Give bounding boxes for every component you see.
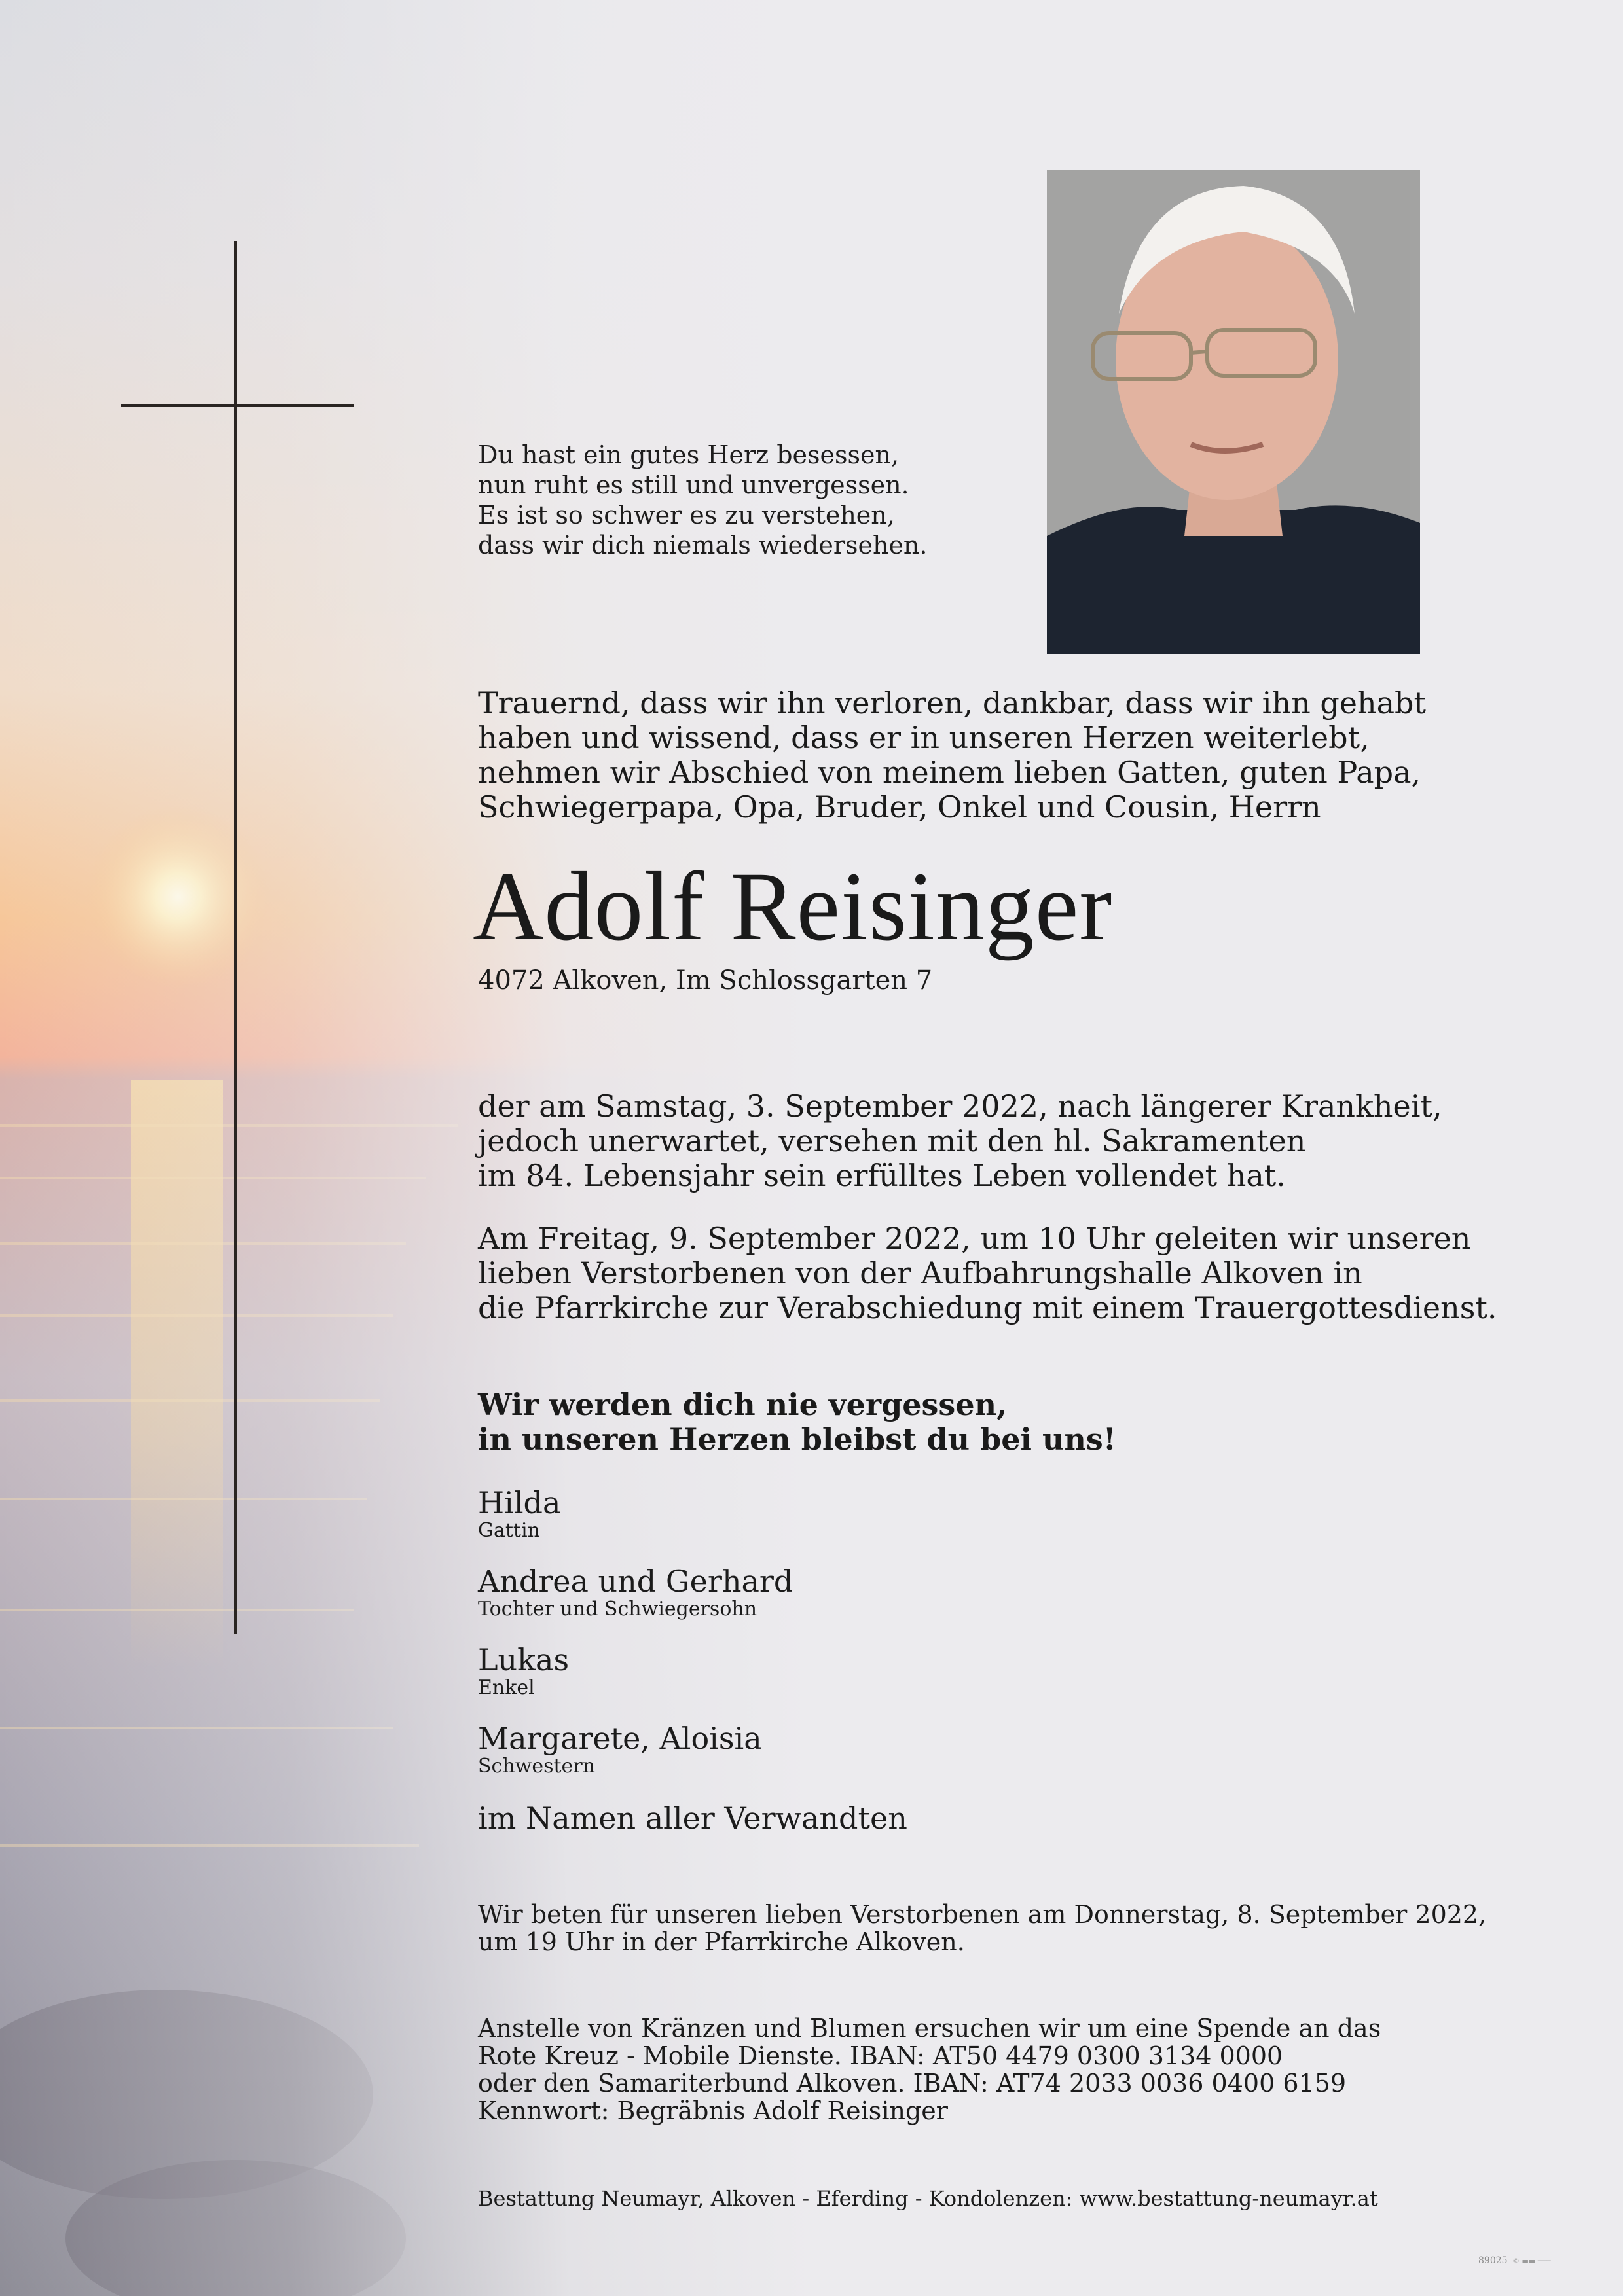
poem-line: nun ruht es still und unvergessen. (478, 471, 909, 499)
donation-notice (478, 2015, 1381, 2125)
relatives-line: im Namen aller Verwandten (478, 1801, 907, 1836)
prayer-line: Wir beten für unseren lieben Verstorbenen am Donnerstag, 8. September 2022, (478, 1900, 1487, 1929)
prayer-line: um 19 Uhr in der Pfarrkirche Alkoven. (478, 1928, 965, 1956)
mourner-entry (478, 1643, 569, 1699)
mourner-name: Andrea und Gerhard (478, 1564, 793, 1599)
motto-line: in unseren Herzen bleibst du bei uns! (478, 1422, 1116, 1457)
mourner-relation: Schwestern (478, 1755, 595, 1778)
intro-line: Trauernd, dass wir ihn verloren, dankbar, dass wir ihn gehabt (478, 685, 1426, 721)
mourner-name: Margarete, Aloisia (478, 1721, 762, 1756)
svg-text:© ▬▬ ───: © ▬▬ ─── (1512, 2257, 1551, 2265)
funeral-notice (478, 1221, 1497, 1325)
cross-horizontal-bar (121, 404, 354, 407)
print-code: 89025 (1478, 2255, 1508, 2266)
printer-logo (1512, 2255, 1591, 2266)
mourner-relation: Gattin (478, 1519, 540, 1542)
deceased-address: 4072 Alkoven, Im Schlossgarten 7 (478, 965, 933, 996)
mourner-name: Lukas (478, 1642, 570, 1677)
funeral-line: Am Freitag, 9. September 2022, um 10 Uhr geleiten wir unseren (478, 1221, 1471, 1256)
death-notice-line: der am Samstag, 3. September 2022, nach längerer Krankheit, (478, 1088, 1442, 1124)
funeral-line: die Pfarrkirche zur Verabschiedung mit einem Trauergottesdienst. (478, 1290, 1497, 1325)
intro-line: nehmen wir Abschied von meinem lieben Gatten, guten Papa, (478, 755, 1421, 790)
mourner-relation: Enkel (478, 1676, 535, 1699)
cross-vertical-bar (234, 241, 237, 1634)
donation-line: oder den Samariterbund Alkoven. IBAN: AT74 2033 0036 0400 6159 (478, 2069, 1347, 2098)
mourner-relation: Tochter und Schwiegersohn (478, 1598, 757, 1621)
death-notice-line: jedoch unerwartet, versehen mit den hl. Sakramenten (478, 1123, 1306, 1158)
poem-line: dass wir dich niemals wiedersehen. (478, 531, 928, 560)
intro-text (478, 686, 1426, 825)
donation-line: Anstelle von Kränzen und Blumen ersuchen wir um eine Spende an das (478, 2014, 1381, 2043)
portrait-photo (1047, 170, 1420, 654)
poem (478, 440, 928, 560)
mourner-entry (478, 1564, 793, 1621)
death-notice (478, 1089, 1442, 1193)
poem-line: Es ist so schwer es zu verstehen, (478, 501, 895, 529)
footer-undertaker: Bestattung Neumayr, Alkoven - Eferding - Kondolenzen: www.bestattung-neumayr.at (478, 2186, 1378, 2211)
mourner-entry (478, 1486, 560, 1542)
mourner-entry (478, 1721, 762, 1778)
intro-line: haben und wissend, dass er in unseren Herzen weiterlebt, (478, 720, 1370, 755)
death-notice-line: im 84. Lebensjahr sein erfülltes Leben vollendet hat. (478, 1158, 1286, 1193)
donation-line: Rote Kreuz - Mobile Dienste. IBAN: AT50 4479 0300 3134 0000 (478, 2041, 1283, 2070)
deceased-name: Adolf Reisinger (473, 852, 1113, 961)
motto-line: Wir werden dich nie vergessen, (478, 1387, 1008, 1422)
funeral-line: lieben Verstorbenen von der Aufbahrungshalle Alkoven in (478, 1255, 1362, 1291)
motto (478, 1388, 1116, 1457)
poem-line: Du hast ein gutes Herz besessen, (478, 440, 900, 469)
intro-line: Schwiegerpapa, Opa, Bruder, Onkel und Cousin, Herrn (478, 789, 1321, 825)
mourner-name: Hilda (478, 1485, 561, 1520)
prayer-notice (478, 1901, 1486, 1956)
donation-line: Kennwort: Begräbnis Adolf Reisinger (478, 2096, 948, 2125)
